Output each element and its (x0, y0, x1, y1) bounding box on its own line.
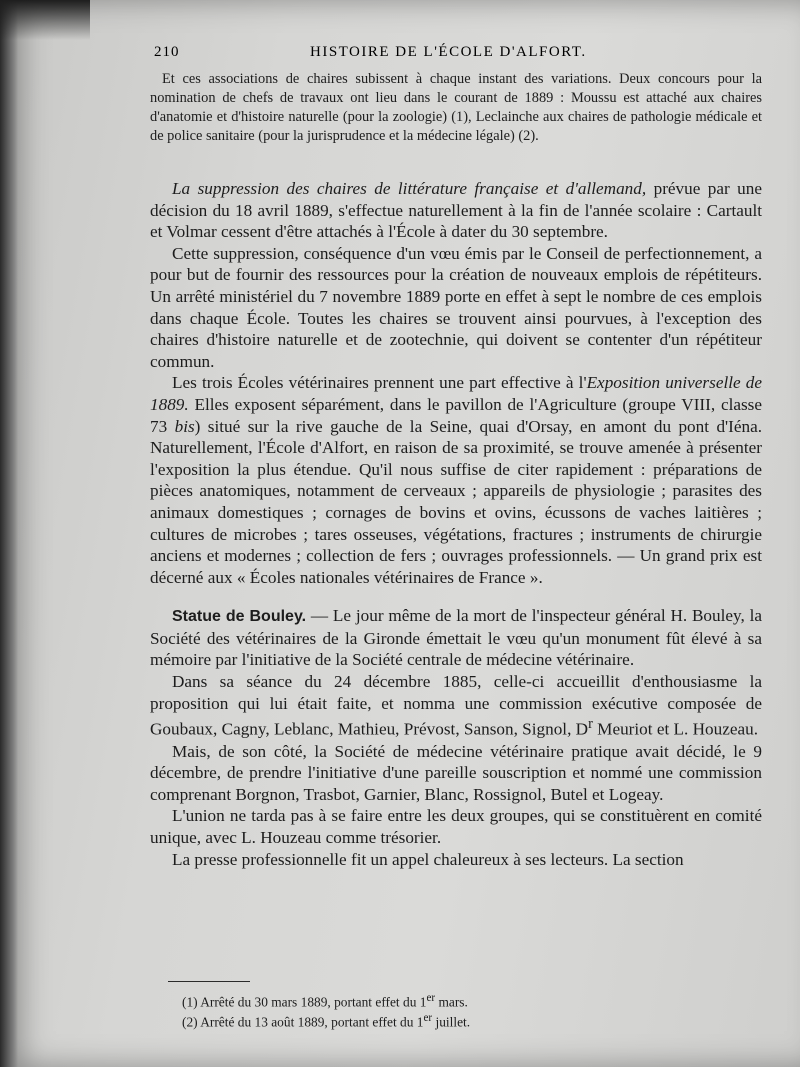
suppression-italic: La suppression des chaires de littérature française et d'allemand, (172, 179, 647, 198)
statue-text: — Le jour même de la mort de l'inspecteur général H. Bouley, la Société des vétérinaires de la Gironde émettait le vœu qu'un monument fût élevé à sa mémoire par l'initiative de la Société centrale de médecine vétérinaire. (150, 606, 763, 670)
paragraph-union: L'union ne tarda pas à se faire entre les deux groupes, qui se constituèrent en comité unique, avec L. Houzeau comme trésorier. (150, 806, 762, 847)
paragraph-presse: La presse professionnelle fit un appel chaleureux à ses lecteurs. La section (172, 849, 684, 869)
exposition-mid: Elles exposent séparément, dans le pavillon de l'Agriculture (groupe VIII, classe 73 (150, 394, 762, 436)
footnotes (182, 990, 742, 1031)
paragraph-seance (150, 671, 762, 741)
page-number: 210 (154, 44, 180, 60)
binding-shadow (0, 0, 18, 1067)
exposition-start: Les trois Écoles vétérinaires prennent une part effective à l' (172, 373, 587, 393)
seance-end: Meuriot et L. Houzeau. (592, 719, 758, 739)
exposition-italic: Exposition universelle de 1889. (150, 373, 762, 414)
footnote-2-sup: er (423, 1012, 433, 1025)
footnote-1-end: mars. (435, 994, 468, 1010)
footnote-rule (168, 981, 250, 982)
corner-shadow (0, 0, 90, 40)
intro-paragraph: Et ces associations de chaires subissent à chaque instant des variations. Deux concours pour la nomination de chefs de travaux ont lieu dans le courant de 1889 : Moussu est attaché aux chaires d'anatomie et d'histoire naturelle (pour la zoologie) (1), Leclainche aux chaires de pathologie médicale et de police sanitaire (pour la jurisprudence et la médecine légale) (2). (150, 71, 762, 144)
paragraph-suppression (150, 178, 762, 243)
footnote-1-sup: er (426, 992, 436, 1004)
page-header (150, 44, 762, 66)
exposition-end: ) situé sur la rive gauche de la Seine, quai d'Orsay, en amont du pont d'Iéna. Naturellement, l'École d'Alfort, en raison de sa proximité, se trouve amenée à présenter l'exposition la plus étendue. Qu'il nous suffise de citer rapidement : préparations de pièces anatomiques, notamment de cerveaux ; appareils de physiologie ; parasites des animaux domestiques ; cornages de bovins et ovins, écussons de vaches laitières ; cultures de microbes ; tares osseuses, végétations, fractures ; instruments de chirurgie anciens et modernes ; collection de fers ; ouvrages professionnels. — Un grand prix est décerné aux « Écoles nationales vétérinaires de France ». (150, 416, 763, 587)
paragraph-exposition (150, 372, 762, 588)
bis-italic: bis (174, 416, 195, 436)
intro-block (150, 70, 762, 146)
footnote-2-end: juillet. (432, 1014, 471, 1030)
suppression-text: prévue par une décision du 18 avril 1889, s'effectue naturellement à la fin de l'année scolaire : Cartault et Volmar cessent d'être attachés à l'École à dater du 30 septembre. (150, 179, 762, 242)
main-text (150, 178, 762, 870)
footnote-1 (182, 990, 742, 1010)
section-title-statue: Statue de Bouley. (172, 608, 307, 626)
footnote-1-text: (1) Arrêté du 30 mars 1889, portant effet du 1 (182, 994, 427, 1010)
paragraph-statue (150, 605, 762, 671)
dr-superscript: r (588, 716, 593, 733)
footnote-2 (182, 1010, 742, 1030)
paragraph-societe: Mais, de son côté, la Société de médecine vétérinaire pratique avait décidé, le 9 décembre, de prendre l'initiative d'une pareille souscription et nommé une commission comprenant Borgnon, Trasbot, Garnier, Blanc, Rossignol, Butel et Logeay. (150, 741, 762, 804)
paragraph-repetiteurs: Cette suppression, conséquence d'un vœu émis par le Conseil de perfectionnement, a pour but de fournir des ressources pour la création de nouveaux emplois de répétiteurs. Un arrêté ministériel du 7 novembre 1889 porte en effet à sept le nombre de ces emplois dans chaque École. Toutes les chaires se trouvent ainsi pourvues, à l'exception des chaires d'histoire naturelle et de zootechnie, qui doivent se contenter d'un répétiteur commun. (150, 243, 762, 371)
running-title: HISTOIRE DE L'ÉCOLE D'ALFORT. (310, 44, 587, 60)
footnote-2-text: (2) Arrêté du 13 août 1889, portant effet du 1 (182, 1014, 424, 1030)
seance-start: Dans sa séance du 24 décembre 1885, celle-ci accueillit d'enthousiasme la proposition qui lui était faite, et nomma une commission exécutive composée de Goubaux, Cagny, Leblanc, Mathieu, Prévost, Sanson, Signol, D (150, 672, 762, 739)
